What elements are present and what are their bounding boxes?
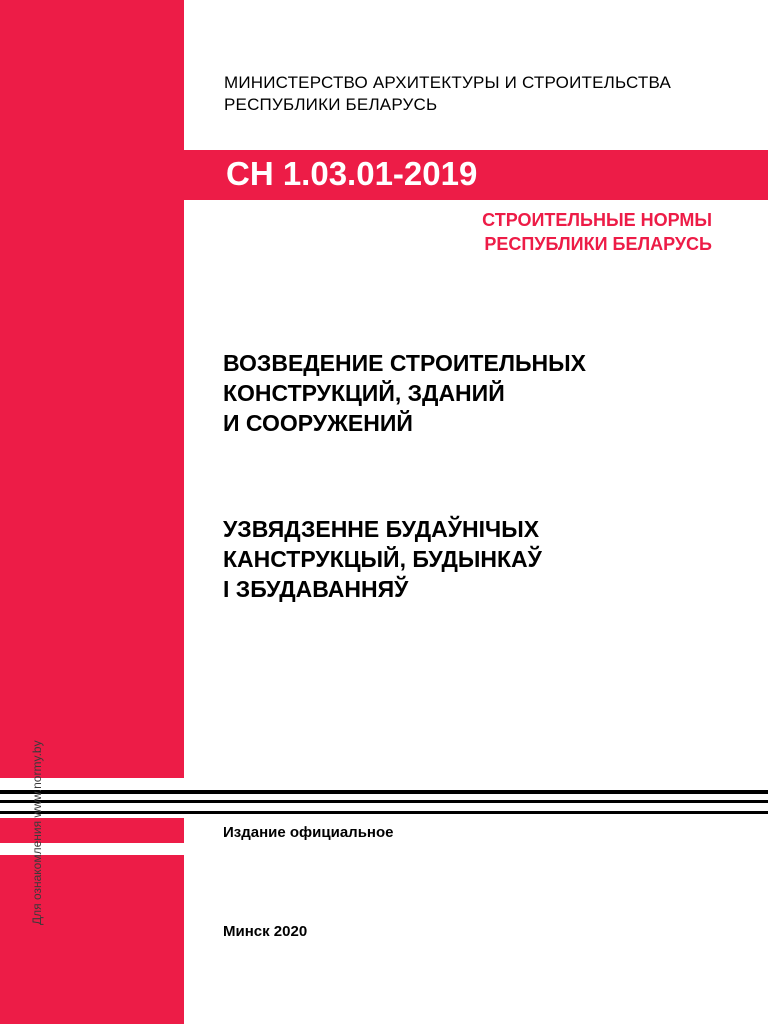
title-line: КАНСТРУКЦЫЙ, БУДЫНКАЎ bbox=[223, 546, 542, 572]
title-line: ВОЗВЕДЕНИЕ СТРОИТЕЛЬНЫХ bbox=[223, 350, 586, 376]
divider-line bbox=[0, 800, 768, 803]
left-accent-stripe bbox=[0, 818, 184, 843]
document-code: СН 1.03.01-2019 bbox=[226, 155, 478, 192]
divider-line bbox=[0, 811, 768, 814]
ministry-line: РЕСПУБЛИКИ БЕЛАРУСЬ bbox=[224, 95, 438, 114]
document-type-line: СТРОИТЕЛЬНЫЕ НОРМЫ bbox=[482, 210, 712, 230]
document-type-line: РЕСПУБЛИКИ БЕЛАРУСЬ bbox=[484, 234, 712, 254]
title-line: І ЗБУДАВАННЯЎ bbox=[223, 576, 409, 602]
title-line: И СООРУЖЕНИЙ bbox=[223, 410, 413, 436]
divider-line bbox=[0, 790, 768, 794]
ministry-line: МИНИСТЕРСТВО АРХИТЕКТУРЫ И СТРОИТЕЛЬСТВА bbox=[224, 73, 671, 92]
left-accent-bar-bottom bbox=[0, 855, 184, 1024]
title-line: КОНСТРУКЦИЙ, ЗДАНИЙ bbox=[223, 380, 505, 406]
watermark: Для ознакомления www.normy.by bbox=[30, 740, 44, 925]
left-accent-bar bbox=[0, 0, 184, 778]
title-russian bbox=[223, 348, 586, 438]
title-belarusian bbox=[223, 514, 542, 604]
edition-label: Издание официальное bbox=[223, 824, 394, 841]
publication-place-year: Минск 2020 bbox=[223, 923, 308, 940]
title-line: УЗВЯДЗЕННЕ БУДАЎНІЧЫХ bbox=[223, 516, 540, 542]
ministry-name bbox=[224, 72, 671, 116]
document-type bbox=[482, 208, 712, 256]
